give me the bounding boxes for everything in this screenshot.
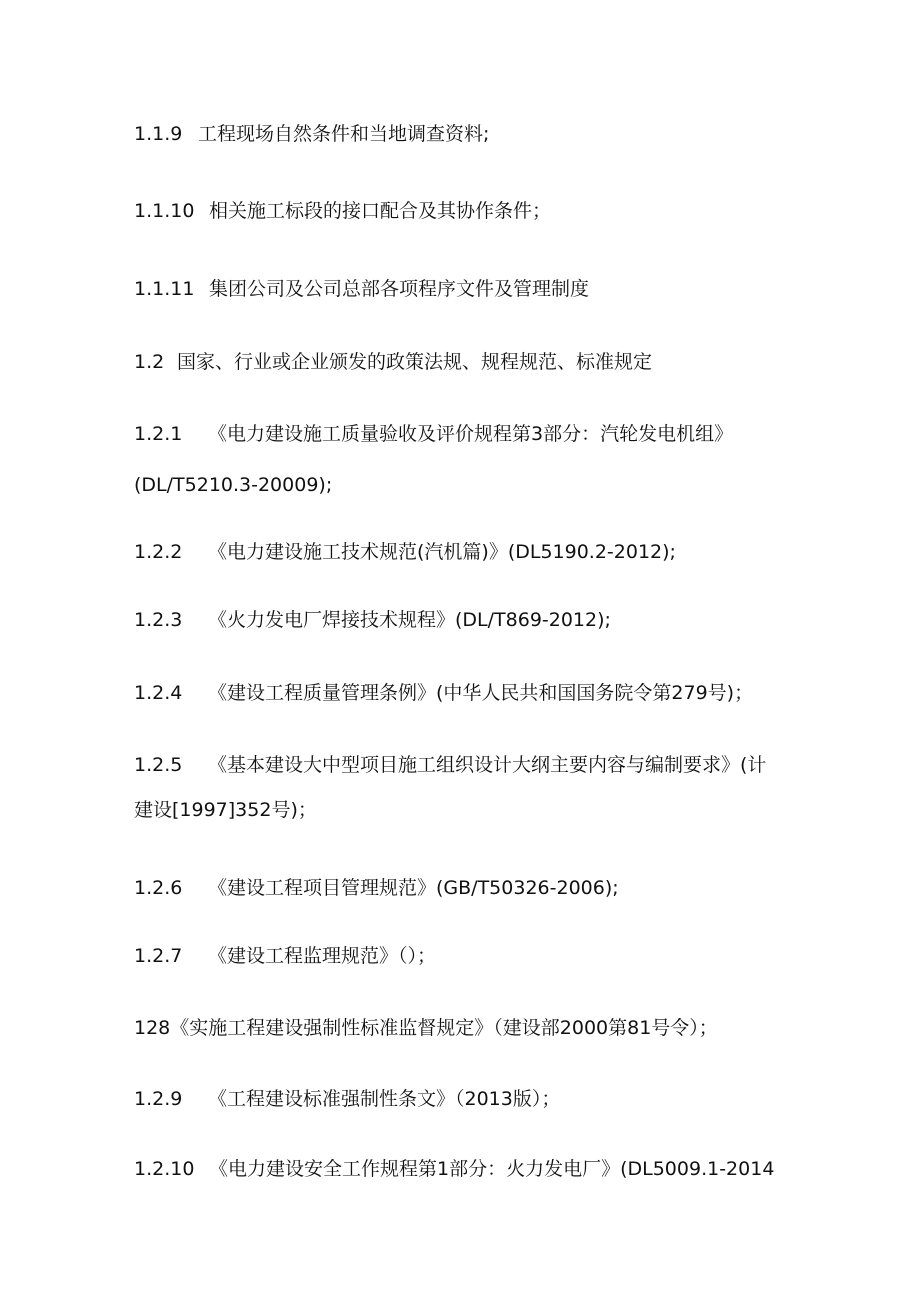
item-text: 《工程建设标准强制性条文》（2013版）； (208, 1088, 561, 1110)
item-text-continued: 建设[1997]352号)； (134, 799, 317, 821)
item-text: 《火力发电厂焊接技术规程》(DL/T869-2012); (208, 609, 611, 631)
item-text: 《基本建设大中型项目施工组织设计大纲主要内容与编制要求》(计 (208, 754, 767, 776)
item-1-2-1 (134, 418, 820, 502)
item-text: 相关施工标段的接口配合及其协作条件； (209, 200, 552, 222)
item-1-2-10 (134, 1153, 820, 1186)
item-text: 《电力建设施工质量验收及评价规程第3部分：汽轮发电机组》 (208, 423, 734, 445)
item-1-2-7 (134, 940, 820, 973)
item-1-1-10 (134, 195, 820, 228)
section-heading-1-2 (134, 346, 820, 379)
item-text-continued: (DL/T5210.3-20009); (134, 474, 333, 496)
item-text: 128《实施工程建设强制性标准监督规定》（建设部2000第81号令）； (134, 1017, 718, 1039)
section-title: 国家、行业或企业颁发的政策法规、规程规范、标准规定 (177, 351, 653, 373)
item-number: 1.2.10 (134, 1158, 195, 1180)
item-1-1-9 (134, 118, 820, 151)
item-text: 《电力建设安全工作规程第1部分：火力发电厂》(DL5009.1-2014 (209, 1158, 775, 1180)
item-number: 1.2.5 (134, 754, 183, 776)
item-number: 1.2.3 (134, 609, 183, 631)
item-1-2-8 (134, 1012, 820, 1045)
item-1-2-3 (134, 604, 820, 637)
item-1-2-4 (134, 677, 820, 710)
item-number: 1.2.7 (134, 945, 183, 967)
item-1-2-9 (134, 1083, 820, 1116)
section-number: 1.2 (134, 351, 165, 373)
item-1-2-5 (134, 749, 820, 827)
item-number: 1.1.11 (134, 278, 195, 300)
item-number: 1.1.10 (134, 200, 195, 222)
item-text: 《建设工程项目管理规范》(GB/T50326-2006); (208, 877, 619, 899)
item-text: 《电力建设施工技术规范(汽机篇)》(DL5190.2-2012); (208, 541, 676, 563)
item-1-2-6 (134, 872, 820, 905)
item-number: 1.2.9 (134, 1088, 183, 1110)
item-text: 《建设工程质量管理条例》(中华人民共和国国务院令第279号)； (208, 682, 754, 704)
item-1-2-2 (134, 536, 820, 569)
item-number: 1.2.4 (134, 682, 183, 704)
item-number: 1.1.9 (134, 123, 183, 145)
item-text: 《建设工程监理规范》（）； (208, 945, 437, 967)
item-text: 集团公司及公司总部各项程序文件及管理制度 (209, 278, 590, 300)
item-number: 1.2.6 (134, 877, 183, 899)
item-number: 1.2.1 (134, 423, 183, 445)
item-text: 工程现场自然条件和当地调查资料; (198, 123, 490, 145)
item-number: 1.2.2 (134, 541, 183, 563)
item-1-1-11 (134, 273, 820, 306)
